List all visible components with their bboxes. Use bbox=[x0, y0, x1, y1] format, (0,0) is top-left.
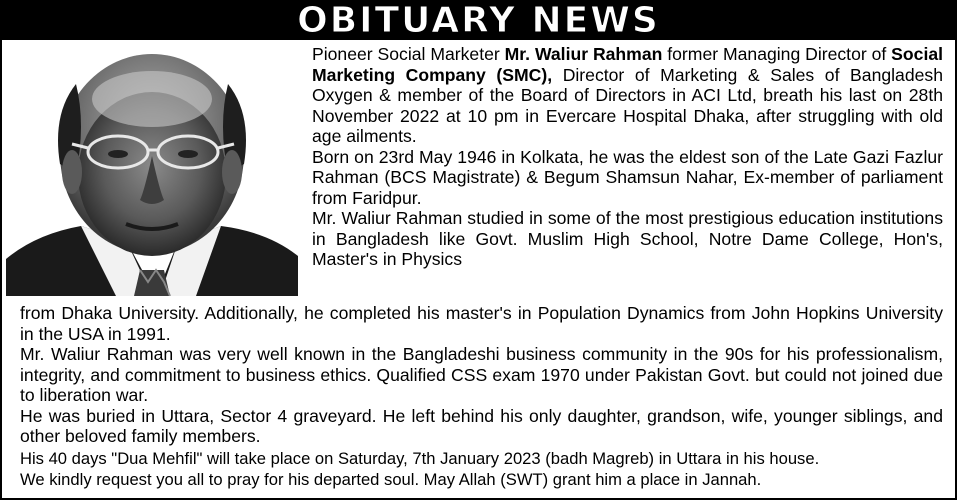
announcement-rest: Director of Marketing & Sales of Bangladesh Oxygen & member of the Board of Directors in ACI Ltd, breath his last on 28th November 2022 at 10 pm in Evercare Hospital Dhaka, after struggling with old age ailments. bbox=[312, 64, 943, 146]
paragraph-career: Mr. Waliur Rahman was very well known in the Bangladeshi business community in the 90s for his professionalism, integrity, and commitment to business ethics. Qualified CSS exam 1970 under Pakistan Govt. but could not joined due to liberation war. bbox=[20, 344, 943, 405]
paragraph-dua-mehfil: His 40 days "Dua Mehfil" will take place on Saturday, 7th January 2023 (badh Magreb) in Uttara in his house. bbox=[20, 449, 820, 468]
obituary-text-upper bbox=[312, 44, 943, 270]
obituary-closing bbox=[20, 449, 943, 490]
intro-text: Pioneer Social Marketer bbox=[312, 44, 500, 64]
paragraph-education-end: from Dhaka University. Additionally, he completed his master's in Population Dynamics from John Hopkins University in the USA in 1991. bbox=[20, 303, 943, 344]
paragraph-burial: He was buried in Uttara, Sector 4 graveyard. He left behind his only daughter, grandson, wife, younger siblings, and other beloved family members. bbox=[20, 405, 943, 446]
portrait-photo bbox=[6, 44, 298, 296]
deceased-name: Mr. Waliur Rahman bbox=[504, 44, 663, 64]
paragraph-announcement bbox=[312, 44, 943, 147]
company-name: Social Marketing Company (SMC), bbox=[312, 44, 943, 85]
title-banner bbox=[2, 2, 955, 40]
banner-title: OBITUARY NEWS bbox=[297, 0, 660, 41]
paragraph-birth: Born on 23rd May 1946 in Kolkata, he was the eldest son of the Late Gazi Fazlur Rahman (BCS Magistrate) & Begum Shamsun Nahar, Ex-member of parliament from Faridpur. bbox=[312, 146, 943, 208]
obituary-text-lower bbox=[20, 303, 943, 447]
paragraph-prayer-request: We kindly request you all to pray for his departed soul. May Allah (SWT) grant him a place in Jannah. bbox=[20, 469, 762, 489]
paragraph-education-start: Mr. Waliur Rahman studied in some of the most prestigious education institutions in Bangladesh like Govt. Muslim High School, Notre Dame College, Hon's, Master's in Physics bbox=[312, 208, 943, 269]
portrait-image bbox=[6, 44, 298, 296]
former-role-text: former Managing Director of bbox=[667, 44, 887, 64]
